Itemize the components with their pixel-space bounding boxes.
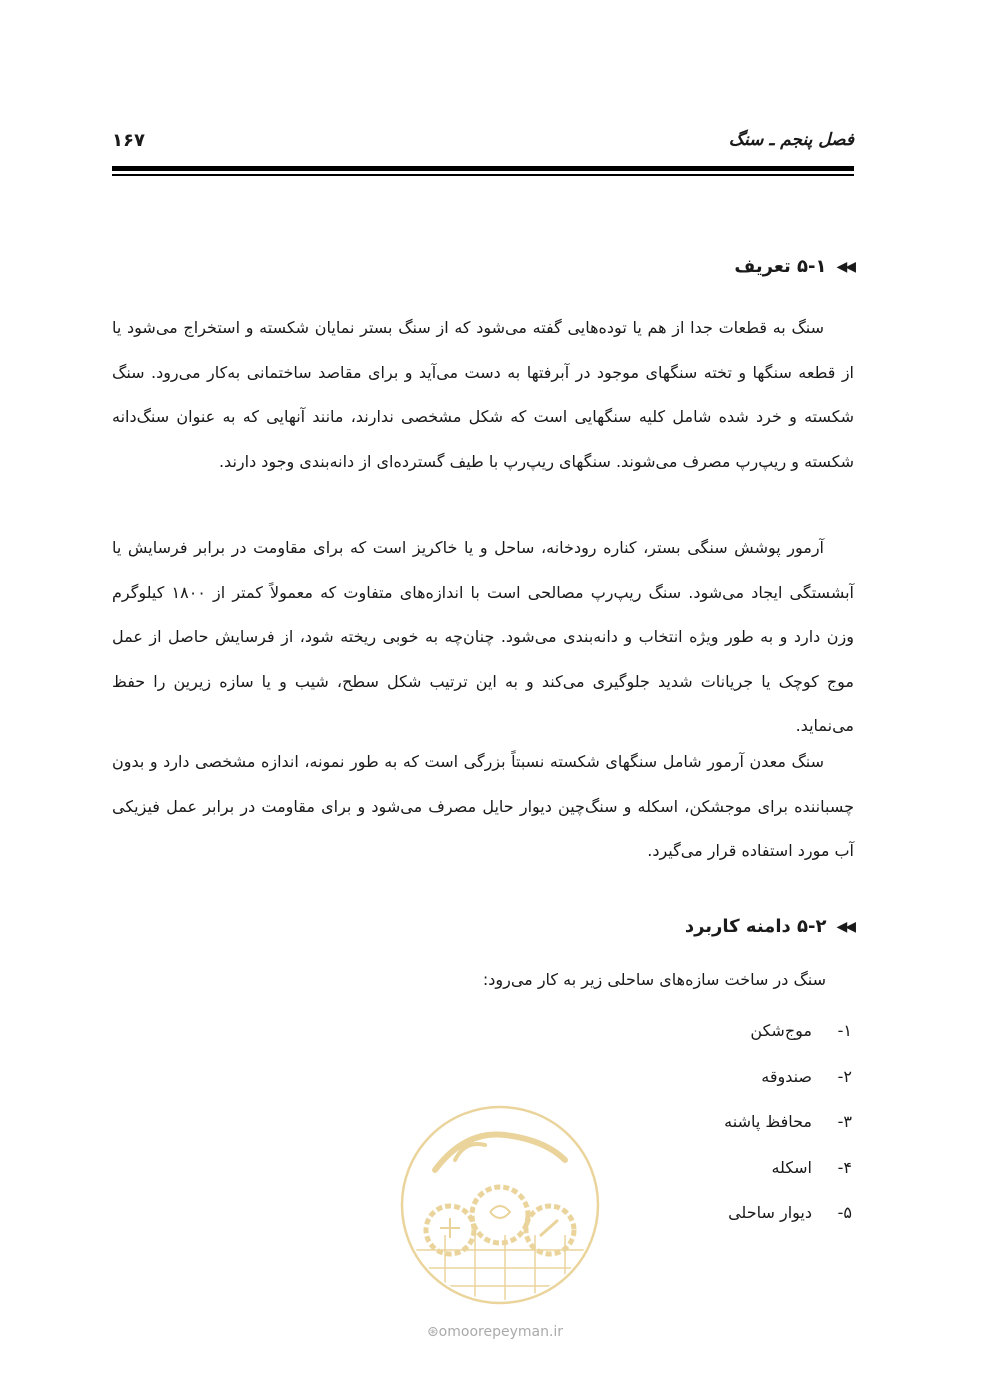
paragraph-2: آرمور پوشش سنگی بستر، کناره رودخانه، ساحل و یا خاکریز است که برای مقاومت در برابر فرسایش یا آبشستگی ایجاد می‌شود. سنگ ریپ‌رپ مصالحی است با اندازه‌های متفاوت که معمولاً کمتر از ۱۸۰۰ کیلوگرم وزن دارد و به طور ویژه انتخاب و دانه‌بندی می‌شود. چنان‌چه به خوبی ریخته شود، از فرسایش حاصل از عمل موج کوچک یا جریانات شدید جلوگیری می‌کند و به این ترتیب شکل سطح، شیب و یا سازه زیرین را حفظ می‌نماید.: [112, 538, 855, 735]
page-number: ۱۶۷: [112, 130, 145, 151]
watermark-logo-icon: [395, 1100, 605, 1320]
section-heading-definition: [734, 256, 854, 277]
structures-list: [724, 1008, 854, 1236]
list-intro: سنگ در ساخت سازه‌های ساحلی زیر به کار می‌رود:: [482, 970, 826, 989]
paragraph-1: سنگ به قطعات جدا از هم یا توده‌هایی گفته می‌شود که از سنگ بستر نمایان شکسته و استخراج می‌شود یا از قطعه سنگها و تخته سنگهای موجود در آبرفتها به دست می‌آید و برای مقاصد ساختمانی به‌کار می‌رود. سنگ شکسته و خرد شده شامل کلیه سنگهایی است که شکل مشخصی ندارند، مانند آنهایی که به عنوان سنگ‌دانه شکسته و ریپ‌رپ مصرف می‌شوند. سنگهای ریپ‌رپ با طیف گسترده‌ای از دانه‌بندی وجود دارند.: [112, 318, 854, 471]
list-item: ۳- محافظ پاشنه: [724, 1112, 852, 1131]
section-heading-scope: [685, 916, 854, 937]
paragraph-3: سنگ معدن آرمور شامل سنگهای شکسته نسبتاً بزرگی است که به طور نمونه، اندازه مشخصی دارد و بدون چسباننده برای موجشکن، اسکله و سنگ‌چین دیوار حایل مصرف می‌شود و برای مقاومت در برابر عمل فیزیکی آب مورد استفاده قرار می‌گیرد.: [112, 752, 854, 860]
list-item: ۱- موج‌شکن: [750, 1021, 852, 1040]
double-arrow-icon: ◀◀: [836, 258, 854, 275]
list-item: ۵- دیوار ساحلی: [728, 1203, 852, 1222]
chapter-title: فصل پنجم ـ سنگ: [728, 130, 854, 150]
running-header: [112, 130, 854, 160]
double-arrow-icon: ◀◀: [836, 918, 854, 935]
globe-icon: ⊛: [426, 1324, 439, 1340]
section-title: ۵-۲ دامنه کاربرد: [684, 916, 827, 937]
list-item: ۲- صندوقه: [761, 1066, 852, 1086]
list-item: ۴- اسکله: [771, 1157, 852, 1177]
section-title: ۵-۱ تعریف: [734, 256, 827, 277]
header-rule-thick: [112, 166, 854, 171]
header-rule-thin: [112, 174, 854, 176]
watermark-site-text: ⊛omoorepeyman.ir: [426, 1324, 564, 1340]
